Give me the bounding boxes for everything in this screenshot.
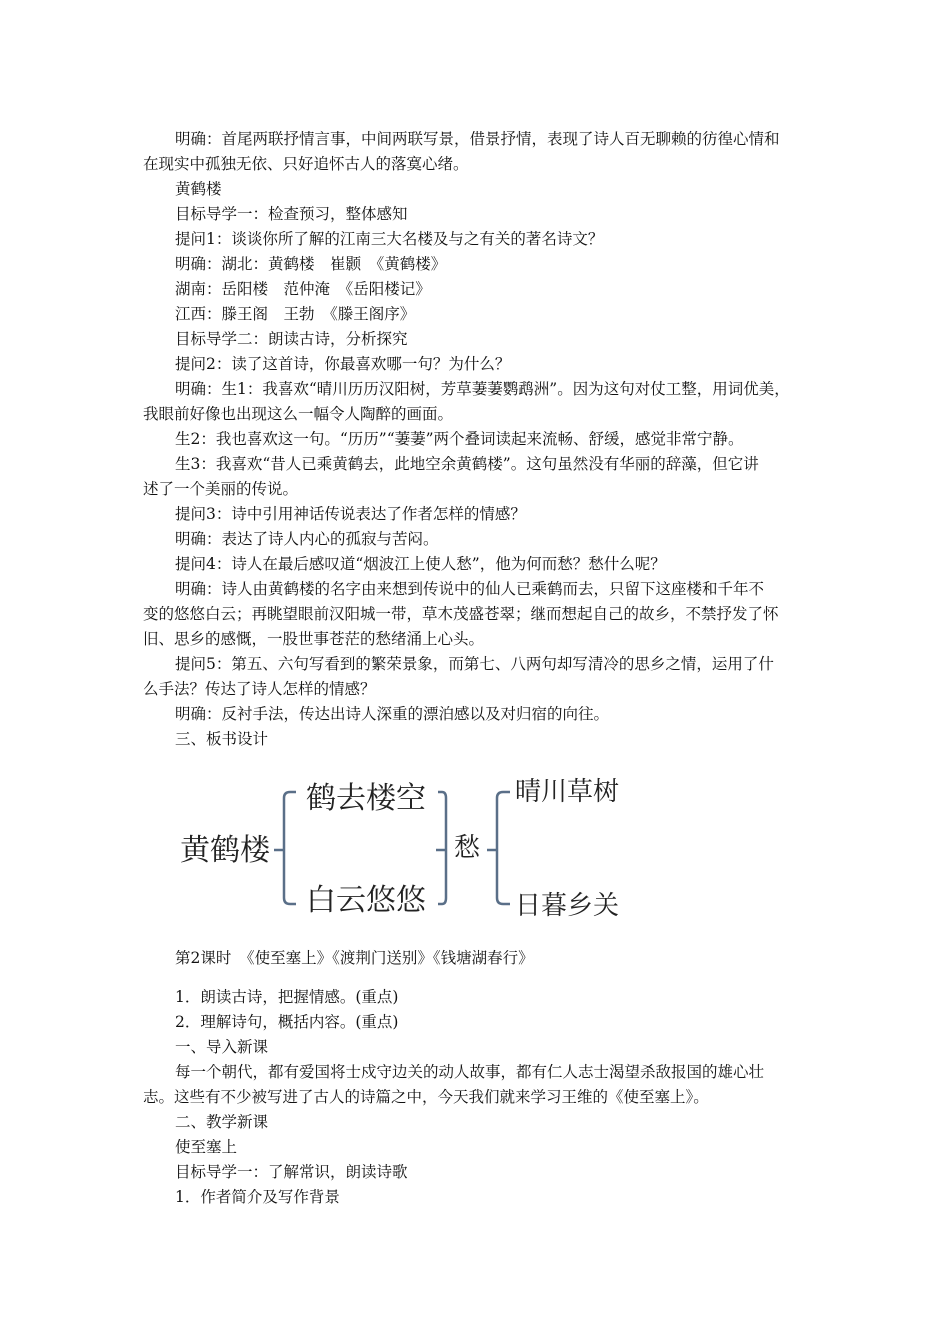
board-diagram-svg — [172, 770, 642, 925]
diagram-middle: 愁 — [454, 833, 481, 863]
paragraph: 明确：湖北：黄鹤楼 崔颢 《黄鹤楼》 — [175, 255, 447, 273]
diagram-right-bottom: 日暮乡关 — [515, 891, 620, 921]
left-brace — [284, 792, 296, 904]
section-heading: 三、板书设计 — [175, 730, 269, 748]
diagram-top-branch: 鹤去楼空 — [306, 781, 426, 816]
question: 提问4：诗人在最后感叹道“烟波江上使人愁”，他为何而愁？愁什么呢？ — [175, 555, 666, 573]
question: 么手法？传达了诗人怎样的情感？ — [143, 680, 376, 698]
section-heading: 二、教学新课 — [175, 1113, 269, 1131]
paragraph: 明确：生1：我喜欢“晴川历历汉阳树，芳草萋萋鹦鹉洲”。因为这句对仗工整，用词优美， — [175, 380, 790, 398]
diagram-bottom-branch: 白云悠悠 — [306, 883, 426, 918]
paragraph: 1．作者简介及写作背景 — [175, 1188, 340, 1206]
paragraph: 江西：滕王阁 王勃 《滕王阁序》 — [175, 305, 416, 323]
objective-item: 2．理解诗句，概括内容。(重点) — [175, 1013, 399, 1031]
paragraph: 旧、思乡的感慨，一股世事苍茫的愁绪涌上心头。 — [143, 630, 485, 648]
paragraph: 每一个朝代，都有爱国将士戍守边关的动人故事，都有仁人志士渴望杀敌报国的雄心壮 — [175, 1063, 765, 1081]
question: 提问5：第五、六句写看到的繁荣景象，而第七、八两句却写清冷的思乡之情，运用了什 — [175, 655, 774, 673]
paragraph: 目标导学二：朗读古诗，分析探究 — [175, 330, 408, 348]
paragraph: 目标导学一：检查预习，整体感知 — [175, 205, 408, 223]
question: 提问3：诗中引用神话传说表达了作者怎样的情感？ — [175, 505, 526, 523]
paragraph: 明确：表达了诗人内心的孤寂与苦闷。 — [175, 530, 439, 548]
question: 提问1：谈谈你所了解的江南三大名楼及与之有关的著名诗文？ — [175, 230, 604, 248]
paragraph: 志。这些有不少被写进了古人的诗篇之中，今天我们就来学习王维的《使至塞上》。 — [143, 1088, 709, 1106]
paragraph: 生3：我喜欢“昔人已乘黄鹤去，此地空余黄鹤楼”。这句虽然没有华丽的辞藻，但它讲 — [175, 455, 759, 473]
section-heading: 一、导入新课 — [175, 1038, 269, 1056]
section-title: 黄鹤楼 — [175, 180, 222, 198]
lesson-title: 第2课时 《使至塞上》《渡荆门送别》《钱塘湖春行》 — [175, 949, 534, 967]
paragraph: 生2：我也喜欢这一句。“历历”“萋萋”两个叠词读起来流畅、舒缓，感觉非常宁静。 — [175, 430, 744, 448]
diagram-right-top: 晴川草树 — [515, 777, 620, 807]
paragraph: 目标导学一：了解常识，朗读诗歌 — [175, 1163, 408, 1181]
paragraph: 述了一个美丽的传说。 — [143, 480, 299, 498]
paragraph: 明确：首尾两联抒情言事，中间两联写景，借景抒情，表现了诗人百无聊赖的彷徨心情和 — [175, 130, 780, 148]
paragraph: 变的悠悠白云；再眺望眼前汉阳城一带，草木茂盛苍翠；继而想起自己的故乡，不禁抒发了怀 — [143, 605, 779, 623]
objective-item: 1．朗读古诗，把握情感。(重点) — [175, 988, 399, 1006]
diagram-root: 黄鹤楼 — [180, 833, 270, 868]
right-brace — [497, 792, 510, 904]
section-title: 使至塞上 — [175, 1138, 238, 1156]
board-design-diagram — [172, 770, 642, 925]
paragraph: 湖南：岳阳楼 范仲淹 《岳阳楼记》 — [175, 280, 431, 298]
question: 提问2：读了这首诗，你最喜欢哪一句？为什么？ — [175, 355, 511, 373]
paragraph: 我眼前好像也出现这么一幅令人陶醉的画面。 — [143, 405, 454, 423]
paragraph: 在现实中孤独无依、只好追怀古人的落寞心绪。 — [143, 155, 469, 173]
paragraph: 明确：反衬手法，传达出诗人深重的漂泊感以及对归宿的向往。 — [175, 705, 610, 723]
paragraph: 明确：诗人由黄鹤楼的名字由来想到传说中的仙人已乘鹤而去，只留下这座楼和千年不 — [175, 580, 765, 598]
middle-brace — [438, 792, 446, 904]
